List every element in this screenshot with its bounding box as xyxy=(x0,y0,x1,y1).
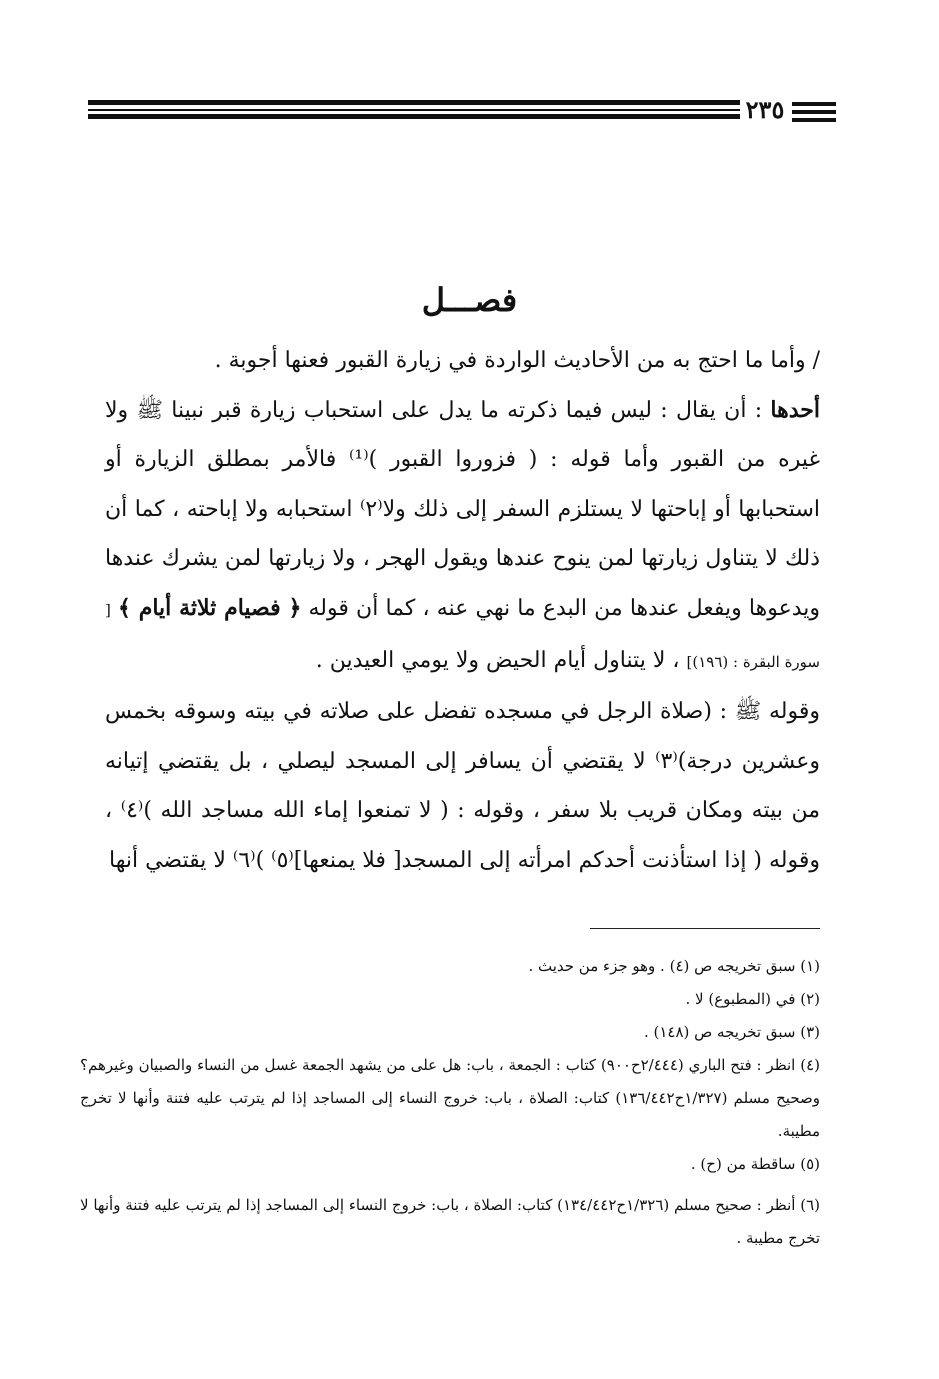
paragraph-2-end: ، لا يتناول أيام الحيض ولا يومي العيدين . xyxy=(315,647,680,673)
main-text xyxy=(105,336,820,886)
footnote-separator xyxy=(590,928,820,929)
paragraph-2-text: : أن يقال : ليس فيما ذكرته ما يدل على استحباب زيارة قبر نبينا ﷺ ولا غيره من القبور وأما قوله : ( فزوروا القبور )⁽¹⁾ فالأمر بمطلق الزيارة أو استحبابها أو إباحتها لا يستلزم السفر إلى ذلك ولا⁽٢⁾ استحبابه ولا إباحته ، كما أن ذلك لا يتناول زيارتها لمن ينوح عندها ويقول الهجر ، ولا زيارتها لمن يشرك عندها ويدعوها ويفعل عندها من البدع ما نهي عنه ، كما أن قوله xyxy=(105,397,820,621)
footnote-3: (٣) سبق تخريجه ص (١٤٨) . xyxy=(643,1023,820,1041)
paragraph-2 xyxy=(105,386,820,688)
paragraph-3: وقوله ﷺ : (صلاة الرجل في مسجده تفضل على صلاته في بيته وسوقه بخمس وعشرين درجة)⁽٣⁾ لا يقتضي أن يسافر إلى المسجد ليصلي ، بل يقتضي إتيانه من بيته ومكان قريب بلا سفر ، وقوله : ( لا تمنعوا إماء الله مساجد الله )⁽٤⁾ ، وقوله ( إذا استأذنت أحدكم امرأته إلى المسجد[ فلا يمنعها]⁽٥⁾ )⁽٦⁾ لا يقتضي أنها xyxy=(105,699,820,873)
quran-quote: ﴿ فصيام ثلاثة أيام ﴾ xyxy=(118,594,302,621)
page-number: ٢٣٥ xyxy=(745,95,785,124)
page-number-bar-bottom xyxy=(792,118,836,122)
chapter-title: فصـــل xyxy=(421,281,518,319)
paragraph-1: / وأما ما احتج به من الأحاديث الواردة في زيارة القبور فعنها أجوبة . xyxy=(214,348,820,373)
footnote-5: (٥) ساقطة من (ح) . xyxy=(690,1155,820,1173)
paragraph-2-lead: أحدها xyxy=(770,396,820,423)
footnote-6: (٦) أنظر : صحيح مسلم (١/٣٢٦ح١٣٤/٤٤٢) كتاب: الصلاة ، باب: خروج النساء إلى المساجد إذا لم يترتب عليه فتنة وأنها لا تخرج مطيبة . xyxy=(80,1196,821,1247)
header-rule-bottom xyxy=(88,114,740,119)
header-rule-middle xyxy=(88,109,740,111)
quran-reference: [ سورة البقرة : (١٩٦)] xyxy=(105,600,820,671)
footnote-1: (١) سبق تخريجه ص (٤) . وهو جزء من حديث . xyxy=(528,957,820,975)
footnote-2: (٢) في (المطبوع) لا . xyxy=(685,990,820,1008)
footnotes xyxy=(80,950,820,1255)
header-rule-top xyxy=(88,100,740,105)
page-number-bar-top xyxy=(792,102,836,106)
footnote-4: (٤) انظر : فتح الباري (٢/٤٤٤ح٩٠٠) كتاب : الجمعة ، باب: هل على من يشهد الجمعة غسل من النساء والصبيان وغيرهم؟ وصحيح مسلم (١/٣٢٧ح١٣٦/٤٤٢) كتاب: الصلاة ، باب: خروج النساء إلى المساجد إذا لم يترتب عليه فتنة وأنها لا تخرج مطيبة. xyxy=(80,1056,820,1140)
page-number-bar-middle xyxy=(792,110,836,114)
